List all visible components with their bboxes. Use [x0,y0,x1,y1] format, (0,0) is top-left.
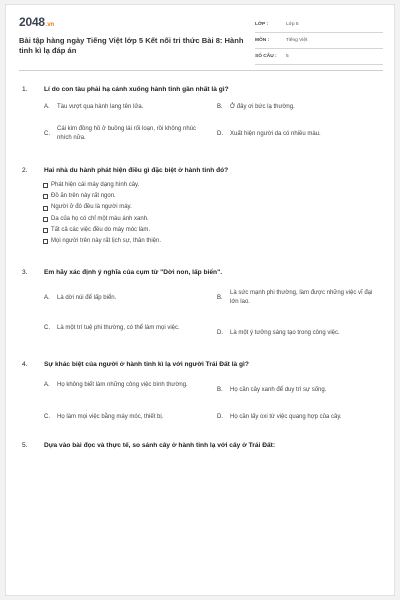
option-a[interactable] [44,103,204,112]
checkbox[interactable] [43,183,48,188]
meta-table [255,17,383,65]
question-3 [22,268,382,336]
checkbox[interactable] [43,228,48,233]
option-text: Là dời núi để lấp biển. [57,295,117,301]
worksheet-page [5,4,395,596]
question-heading [22,85,382,94]
option-letter: D. [217,330,223,336]
checklist-text: Mọi người trên này rất lịch sự, thân thiện. [51,238,162,245]
option-text: Ở đây ơi bức lạ thường. [230,104,295,110]
option-text: Cái kim đồng hồ ở buồng lái rối loạn, rồi không nhúc nhích nữa. [57,126,197,141]
checklist-text: Đồ ăn trên này rất ngon. [51,193,116,200]
meta-value: 5 [286,54,289,59]
option-letter: D. [217,414,223,420]
option-letter: C. [44,325,50,331]
question-heading [22,441,382,450]
question-heading [22,268,382,277]
checklist-item[interactable] [43,236,382,247]
checkbox[interactable] [43,206,48,211]
option-text: Họ không biết làm những công việc bình thường. [57,382,188,388]
meta-row-subject [255,33,383,49]
option-text: Xuất hiện người da có nhiều màu. [230,131,321,137]
question-text: Dựa vào bài đọc và thực tế, so sánh cây ở hành tinh lạ với cây ở Trái Đất: [44,442,276,449]
meta-label: MÔN : [255,38,270,43]
checklist-item[interactable] [43,214,382,225]
meta-value: Lớp 5 [286,22,299,27]
option-letter: C. [44,130,50,137]
option-c[interactable] [44,125,204,143]
meta-row-question-count [255,49,383,65]
option-a[interactable] [44,381,209,390]
option-text: Tàu vượt qua hành lang tên lửa. [57,104,144,110]
checklist-text: Phát hiện cái máy dạng hình cây. [51,182,140,188]
checklist-text: Tất cả các việc đều do máy móc làm. [51,226,151,233]
option-letter: C. [44,414,50,420]
checklist [22,180,382,247]
checklist-item[interactable] [43,225,382,236]
option-text: Họ cần lấy oxi từ việc quang hợp của cây. [230,414,342,420]
option-d[interactable] [217,329,382,338]
checkbox[interactable] [43,217,48,222]
question-text: Em hãy xác định ý nghĩa của cụm từ "Dời non, lấp biển". [44,269,223,276]
meta-label: SỐ CÂU : [255,54,277,59]
brand-name: 2048 [19,15,45,29]
question-heading [22,166,382,175]
option-letter: B. [217,294,223,301]
question-1 [22,85,382,141]
checklist-text: Người ở đó đều là người máy. [51,204,132,211]
option-d[interactable] [217,413,382,422]
checklist-text: Da của họ có chỉ một màu ánh xanh. [51,215,149,222]
question-5 [22,441,382,450]
option-letter: B. [217,104,223,110]
option-text: Là một ý tưởng sáng tạo trong công việc. [230,330,340,336]
page-title: Bài tập hàng ngày Tiếng Việt lớp 5 Kết nối tri thức Bài 8: Hành tinh kì lạ đáp án [19,36,244,55]
worksheet-header [19,15,383,63]
meta-row-class [255,17,383,33]
meta-value: Tiếng Việt [286,38,308,43]
option-letter: A. [44,382,50,388]
option-letter: D. [217,131,223,137]
checkbox[interactable] [43,239,48,244]
option-letter: A. [44,104,50,110]
option-text: Họ làm mọi việc bằng máy móc, thiết bị. [57,414,164,420]
question-text: Hai nhà du hành phát hiện điều gì đặc biệt ở hành tinh đó? [44,167,229,174]
checkbox[interactable] [43,194,48,199]
option-letter: A. [44,295,50,301]
checklist-item[interactable] [43,191,382,202]
question-heading [22,360,382,369]
header-divider [19,70,383,71]
question-number: 5. [22,442,28,449]
option-c[interactable] [44,324,209,333]
question-2 [22,166,382,247]
question-text: Sự khác biệt của người ở hành tinh kì lạ với người Trái Đất là gì? [44,361,249,368]
option-b[interactable] [217,103,377,112]
brand-suffix: .vn [45,22,54,28]
question-number: 1. [22,86,28,93]
meta-label: LỚP : [255,22,269,27]
question-number: 4. [22,361,28,368]
option-text: Là một trí tuệ phi thường, có thể làm mọi việc. [57,325,180,331]
question-number: 3. [22,269,28,276]
option-b[interactable] [217,386,382,395]
option-b[interactable] [217,289,382,307]
option-text: Họ cần cây xanh để duy trì sự sống. [230,387,327,393]
checklist-item[interactable] [43,180,382,191]
checklist-item[interactable] [43,202,382,213]
question-4 [22,360,382,420]
question-text: Lí do con tàu phải hạ cánh xuống hành tinh gần nhất là gì? [44,86,229,93]
option-a[interactable] [44,294,204,303]
option-text: Là sức mạnh phi thường, làm được những việc vĩ đại lớn lao. [230,290,373,305]
option-c[interactable] [44,413,214,422]
option-d[interactable] [217,130,377,139]
option-letter: B. [217,387,223,393]
question-number: 2. [22,167,28,174]
